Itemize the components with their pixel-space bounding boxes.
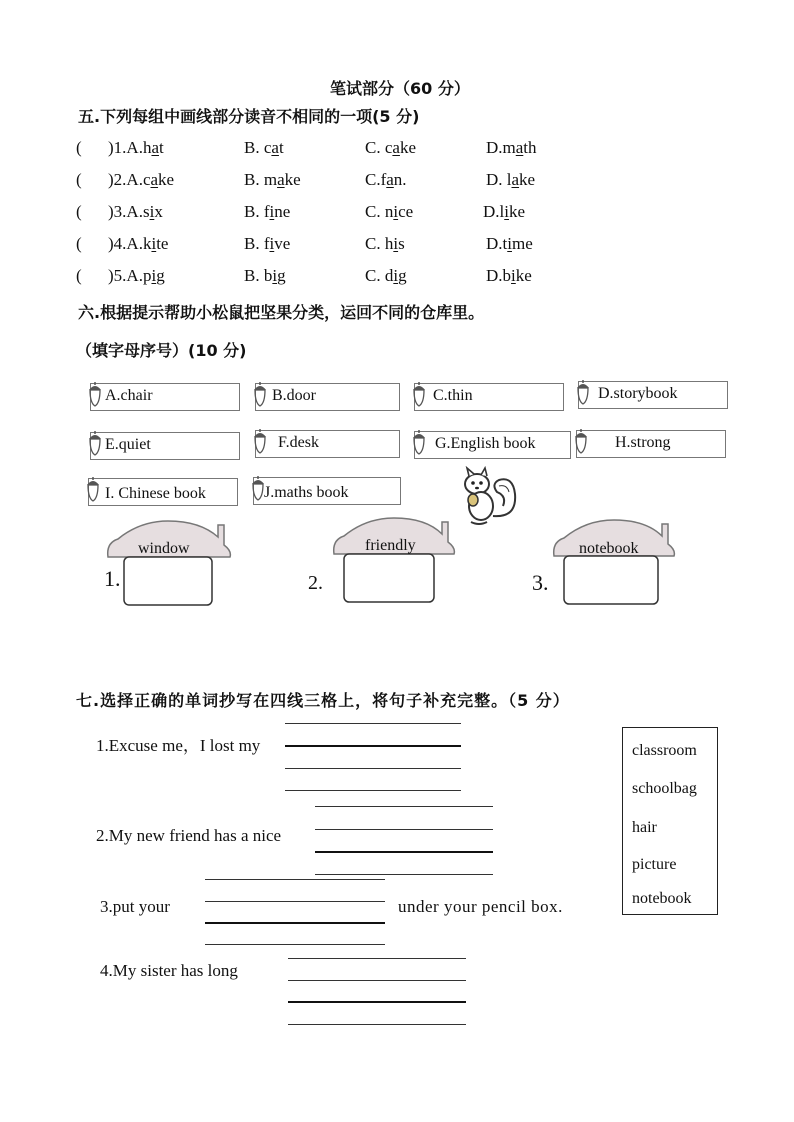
nut-card-j [253, 477, 401, 505]
writing-line [315, 874, 493, 875]
sentence-3-tail: under your pencil box. [398, 897, 563, 916]
option-d: D.like [483, 202, 526, 221]
word-option: hair [632, 819, 657, 836]
house-roof-label: friendly [365, 537, 416, 554]
nut-card-a [90, 383, 240, 411]
option-b: B. make [244, 170, 301, 189]
option-b: B. five [244, 234, 291, 253]
house-roof-label: notebook [579, 540, 639, 557]
page-title: 笔试部分（60 分） [330, 79, 470, 98]
nut-card-e [90, 432, 240, 460]
writing-line [285, 745, 461, 747]
option-a: )5.A.pig [108, 266, 165, 285]
option-c: C. his [365, 234, 405, 253]
answer-bracket[interactable]: ( [76, 138, 82, 157]
house-shape [550, 514, 680, 609]
writing-line [205, 879, 385, 880]
acorn-icon [575, 379, 591, 405]
writing-line [288, 1024, 466, 1025]
nut-card-b [255, 383, 400, 411]
option-c: C. cake [365, 138, 416, 157]
sentence-4-text: 4.My sister has long [100, 961, 238, 980]
acorn-icon [85, 476, 101, 502]
house-roof-label: window [138, 540, 190, 557]
option-b: B. fine [244, 202, 291, 221]
nut-card-g [414, 431, 571, 459]
option-c: C. dig [365, 266, 407, 285]
house-shape [100, 515, 235, 610]
nut-label: H.strong [615, 434, 671, 451]
writing-line [205, 944, 385, 945]
option-a: )1.A.hat [108, 138, 164, 157]
section7-heading: 七.选择正确的单词抄写在四线三格上，将句子补充完整。（5 分） [76, 691, 570, 710]
answer-bracket[interactable]: ( [76, 170, 82, 189]
word-option: classroom [632, 742, 697, 759]
writing-line [288, 958, 466, 959]
acorn-icon [411, 429, 427, 455]
option-a: )3.A.six [108, 202, 163, 221]
answer-bracket[interactable]: ( [76, 234, 82, 253]
word-bank [622, 727, 718, 915]
word-option: notebook [632, 890, 692, 907]
house-number: 1. [104, 566, 121, 591]
sentence-2-text: 2.My new friend has a nice [96, 826, 282, 845]
writing-line [205, 922, 385, 924]
nut-label: G.English book [435, 435, 536, 452]
nut-label: C.thin [433, 387, 473, 404]
writing-line [285, 768, 461, 769]
nut-label: D.storybook [598, 385, 678, 402]
acorn-icon [87, 381, 103, 407]
section6-subheading: （填字母序号）(10 分) [76, 341, 247, 360]
option-d: D. lake [486, 170, 536, 189]
nut-label: I. Chinese book [105, 485, 206, 502]
squirrel-icon [455, 466, 521, 528]
writing-line [315, 806, 493, 807]
option-d: D.bike [486, 266, 532, 285]
option-a: )2.A.cake [108, 170, 175, 189]
section5-heading: 五.下列每组中画线部分读音不相同的一项(5 分) [78, 107, 420, 126]
nut-label: F.desk [278, 434, 319, 451]
answer-bracket[interactable]: ( [76, 266, 82, 285]
nut-label: E.quiet [105, 436, 151, 453]
nut-card-d [578, 381, 728, 409]
nut-label: J.maths book [264, 484, 349, 501]
option-c: C. nice [365, 202, 414, 221]
option-a: )4.A.kite [108, 234, 169, 253]
nut-label: B.door [272, 387, 316, 404]
option-d: D.math [486, 138, 537, 157]
option-d: D.time [486, 234, 533, 253]
acorn-icon [252, 428, 268, 454]
acorn-icon [252, 381, 268, 407]
house-number: 3. [532, 570, 549, 595]
option-b: B. big [244, 266, 286, 285]
nut-label: A.chair [105, 387, 153, 404]
acorn-icon [411, 381, 427, 407]
section6-heading: 六.根据提示帮助小松鼠把坚果分类，运回不同的仓库里。 [78, 303, 485, 322]
answer-bracket[interactable]: ( [76, 202, 82, 221]
house-number: 2. [308, 572, 323, 594]
writing-line [315, 829, 493, 830]
acorn-icon [573, 428, 589, 454]
writing-line [288, 980, 466, 981]
house-shape [330, 512, 460, 607]
nut-card-f [255, 430, 400, 458]
writing-line [285, 723, 461, 724]
sentence-1-text: 1.Excuse me，I lost my [96, 736, 261, 755]
word-option: schoolbag [632, 780, 697, 797]
writing-line [288, 1001, 466, 1003]
nut-card-h [576, 430, 726, 458]
nut-card-c [414, 383, 564, 411]
acorn-icon [87, 430, 103, 456]
sentence-3-text: 3.put your [100, 897, 170, 916]
writing-line [315, 851, 493, 853]
writing-line [205, 901, 385, 902]
option-b: B. cat [244, 138, 284, 157]
option-c: C.fan. [365, 170, 407, 189]
word-option: picture [632, 856, 677, 873]
nut-card-i [88, 478, 238, 506]
writing-line [285, 790, 461, 791]
